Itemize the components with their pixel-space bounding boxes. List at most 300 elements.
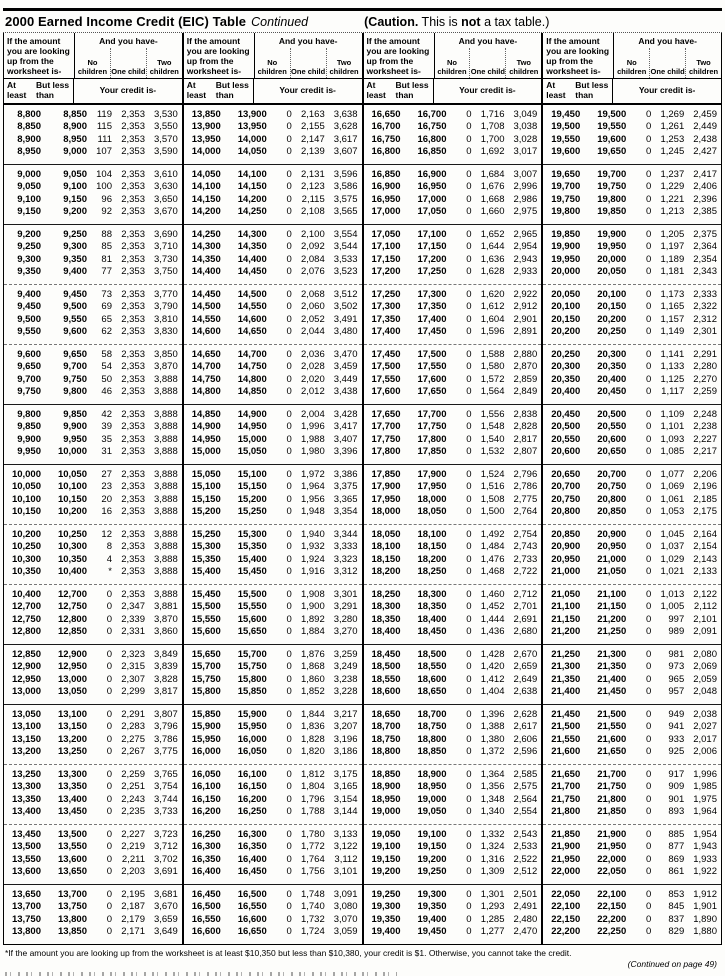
table-row	[184, 506, 362, 519]
at-least-value: 20,600	[551, 446, 581, 458]
credit-two-children: 3,596	[333, 168, 358, 180]
credit-one-child: 2,353	[121, 506, 145, 518]
table-column-rows	[364, 105, 542, 944]
but-less-than-value: 20,450	[597, 386, 627, 398]
credit-two-children: 2,807	[513, 446, 538, 458]
credit-one-child: 2,323	[121, 648, 145, 660]
but-less-than-value: 15,700	[237, 648, 267, 660]
table-row	[543, 914, 721, 927]
but-less-than-value: 19,150	[417, 841, 447, 853]
at-least-value: 17,000	[371, 206, 401, 218]
row-group	[184, 164, 362, 224]
credit-two-children: 3,888	[153, 506, 178, 518]
table-row	[543, 686, 721, 699]
credit-one-child: 2,028	[300, 361, 325, 373]
credit-one-child: 1,772	[300, 841, 325, 853]
credit-one-child: 1,588	[480, 348, 505, 360]
but-less-than-value: 14,100	[237, 168, 267, 180]
but-less-than-value: 15,800	[237, 673, 267, 685]
credit-two-children: 2,301	[693, 326, 717, 338]
credit-two-children: 3,365	[333, 493, 358, 505]
at-least-value: 21,950	[551, 853, 581, 865]
table-row	[184, 301, 362, 314]
credit-no-children: 0	[645, 241, 652, 253]
but-less-than-value: 16,350	[237, 841, 267, 853]
but-less-than-value: 18,200	[417, 553, 447, 565]
credit-one-child: 1,165	[660, 301, 685, 313]
credit-no-children: 0	[286, 386, 292, 398]
but-less-than-value: 16,300	[237, 828, 267, 840]
credit-no-children: 20	[101, 493, 112, 505]
credit-one-child: 1,572	[480, 373, 505, 385]
but-less-than-value: 19,000	[417, 793, 447, 805]
credit-one-child: 1,836	[300, 721, 325, 733]
table-row	[184, 661, 362, 674]
one-child-header: One child	[469, 48, 505, 78]
but-less-than-value: 15,750	[237, 661, 267, 673]
credit-one-child: 2,211	[121, 853, 145, 865]
but-less-than-value: 15,100	[237, 468, 267, 480]
but-less-than-value: 9,350	[63, 253, 87, 265]
at-least-value: 17,950	[371, 493, 401, 505]
at-least-value: 9,600	[17, 348, 41, 360]
credit-one-child: 2,147	[300, 133, 325, 145]
credit-two-children: 2,006	[693, 746, 717, 758]
credit-two-children: 1,975	[693, 793, 717, 805]
at-least-value: 18,550	[371, 673, 401, 685]
table-row	[184, 434, 362, 447]
at-least-value: 17,850	[371, 468, 401, 480]
no-children-header: No children	[617, 58, 647, 76]
credit-one-child: 1,221	[660, 193, 685, 205]
credit-two-children: 3,586	[333, 181, 358, 193]
credit-no-children: 0	[286, 408, 292, 420]
at-least-value: 21,850	[551, 828, 581, 840]
credit-one-child: 2,299	[121, 686, 145, 698]
credit-one-child: 1,612	[480, 301, 505, 313]
but-less-than-value: 18,450	[417, 626, 447, 638]
credit-two-children: 2,459	[693, 108, 717, 120]
table-row	[4, 901, 182, 914]
credit-no-children: 0	[466, 648, 472, 660]
but-less-than-value: 12,900	[57, 648, 87, 660]
credit-no-children: 58	[101, 348, 112, 360]
credit-two-children: 2,543	[513, 828, 538, 840]
table-row	[4, 206, 182, 219]
at-least-value: 16,250	[191, 828, 221, 840]
table-row	[4, 289, 182, 302]
credit-two-children: 3,888	[153, 566, 178, 578]
credit-two-children: 3,154	[333, 793, 358, 805]
table-row	[364, 901, 542, 914]
credit-two-children: 2,701	[513, 601, 538, 613]
credit-two-children: 3,575	[333, 193, 358, 205]
credit-two-children: 2,859	[513, 373, 538, 385]
credit-no-children: 119	[96, 108, 112, 120]
table-row	[364, 361, 542, 374]
at-least-value: 16,700	[371, 121, 401, 133]
credit-one-child: 1,636	[480, 253, 505, 265]
credit-one-child: 1,532	[480, 446, 505, 458]
credit-no-children: 0	[286, 506, 292, 518]
but-less-than-header: But less than	[573, 79, 613, 103]
but-less-than-value: 9,400	[63, 266, 87, 278]
but-less-than-value: 13,550	[57, 841, 87, 853]
table-row	[364, 301, 542, 314]
credit-one-child: 1,013	[660, 588, 685, 600]
at-least-value: 16,000	[191, 746, 221, 758]
credit-no-children: 0	[466, 408, 472, 420]
at-least-value: 13,600	[11, 866, 41, 878]
credit-two-children: 3,770	[153, 288, 178, 300]
but-less-than-value: 10,150	[57, 493, 87, 505]
but-less-than-value: 15,350	[237, 541, 267, 553]
at-least-value: 17,500	[371, 361, 401, 373]
table-column-rows	[543, 105, 721, 944]
credit-one-child: 1,948	[300, 506, 325, 518]
children-column-headers	[614, 48, 721, 78]
row-group	[184, 584, 362, 644]
credit-two-children: 3,165	[333, 781, 358, 793]
table-column-group	[184, 33, 364, 944]
credit-two-children: 3,649	[153, 926, 178, 938]
credit-no-children: 0	[286, 673, 292, 685]
credit-no-children: 0	[645, 421, 652, 433]
but-less-than-value: 10,050	[57, 468, 87, 480]
table-row	[184, 769, 362, 782]
but-less-than-value: 17,950	[417, 481, 447, 493]
at-least-value: 9,000	[17, 168, 41, 180]
but-less-than-value: 16,700	[417, 108, 447, 120]
credit-one-child: 2,203	[121, 866, 145, 878]
credit-two-children: 3,091	[333, 888, 358, 900]
table-row	[4, 554, 182, 567]
credit-one-child: 1,213	[660, 206, 685, 218]
but-less-than-value: 15,400	[237, 553, 267, 565]
at-least-value: 13,750	[11, 913, 41, 925]
but-less-than-value: 17,850	[417, 446, 447, 458]
row-group	[543, 824, 721, 884]
credit-two-children: 3,681	[153, 888, 178, 900]
credit-two-children: 3,533	[333, 253, 358, 265]
table-row	[543, 301, 721, 314]
at-least-value: 19,700	[551, 181, 581, 193]
at-least-value: 15,300	[191, 541, 221, 553]
at-least-value: 12,850	[11, 648, 41, 660]
subheader-row	[543, 79, 721, 105]
credit-two-children: 2,659	[513, 661, 538, 673]
at-least-value: 21,800	[551, 806, 581, 818]
but-less-than-value: 20,000	[597, 253, 627, 265]
table-row	[4, 134, 182, 147]
but-less-than-value: 16,650	[237, 926, 267, 938]
table-row	[543, 674, 721, 687]
credit-no-children: 0	[645, 686, 652, 698]
table-row	[4, 914, 182, 927]
credit-no-children: 0	[645, 901, 652, 913]
table-row	[4, 254, 182, 267]
at-least-value: 17,250	[371, 288, 401, 300]
credit-one-child: 1,037	[660, 541, 685, 553]
but-less-than-value: 21,250	[597, 626, 627, 638]
at-least-value: 14,150	[191, 193, 221, 205]
but-less-than-value: 17,600	[417, 373, 447, 385]
credit-one-child: 1,932	[300, 541, 325, 553]
credit-no-children: 0	[286, 793, 292, 805]
row-group	[543, 284, 721, 344]
but-less-than-value: 9,600	[63, 326, 87, 338]
table-row	[543, 926, 721, 939]
credit-one-child: 1,348	[480, 793, 505, 805]
at-least-value: 16,450	[191, 888, 221, 900]
but-less-than-value: 13,950	[237, 121, 267, 133]
credit-no-children: 0	[645, 528, 652, 540]
at-least-value: 19,000	[371, 806, 401, 818]
but-less-than-value: 13,450	[57, 806, 87, 818]
credit-two-children: 2,164	[693, 528, 717, 540]
credit-two-children: 3,038	[513, 121, 538, 133]
credit-no-children: 0	[286, 146, 292, 158]
table-row	[543, 469, 721, 482]
row-group	[4, 284, 182, 344]
credit-two-children: 3,207	[333, 721, 358, 733]
at-least-value: 18,700	[371, 721, 401, 733]
table-row	[4, 589, 182, 602]
credit-two-children: 2,680	[513, 626, 538, 638]
at-least-value: 20,000	[551, 266, 581, 278]
table-row	[4, 829, 182, 842]
credit-two-children: 2,427	[693, 146, 717, 158]
credit-no-children: 46	[101, 386, 112, 398]
credit-no-children: 0	[645, 648, 652, 660]
credit-one-child: 2,353	[121, 193, 145, 205]
table-row	[4, 481, 182, 494]
at-least-value: 20,800	[551, 506, 581, 518]
credit-one-child: 1,740	[300, 901, 325, 913]
credit-no-children: 0	[645, 468, 652, 480]
but-less-than-value: 21,150	[597, 601, 627, 613]
credit-two-children: 3,028	[513, 133, 538, 145]
but-less-than-value: 9,250	[63, 228, 87, 240]
at-least-value: 17,150	[371, 253, 401, 265]
at-least-value: 21,600	[551, 746, 581, 758]
credit-no-children: 0	[106, 661, 112, 673]
table-row	[364, 841, 542, 854]
credit-two-children: 2,291	[693, 348, 717, 360]
row-group	[364, 284, 542, 344]
at-least-value: 20,100	[551, 301, 581, 313]
credit-one-child: 1,045	[660, 528, 685, 540]
at-least-value: 13,800	[11, 926, 41, 938]
table-row	[4, 686, 182, 699]
table-row	[184, 854, 362, 867]
but-less-than-value: 18,750	[417, 721, 447, 733]
credit-two-children: 3,122	[333, 841, 358, 853]
at-least-value: 21,450	[551, 708, 581, 720]
but-less-than-value: 16,750	[417, 121, 447, 133]
credit-two-children: 3,659	[153, 913, 178, 925]
credit-two-children: 3,888	[153, 528, 178, 540]
credit-one-child: 1,269	[660, 108, 685, 120]
but-less-than-value: 17,450	[417, 326, 447, 338]
credit-no-children: 0	[106, 866, 112, 878]
credit-no-children: 0	[286, 133, 292, 145]
but-less-than-value: 22,150	[597, 901, 627, 913]
credit-two-children: 3,344	[333, 528, 358, 540]
table-row	[364, 769, 542, 782]
credit-two-children: 3,670	[153, 206, 178, 218]
no-children-header: No children	[257, 58, 287, 76]
credit-one-child: 2,267	[121, 746, 145, 758]
credit-one-child: 2,251	[121, 781, 145, 793]
credit-two-children: 2,122	[693, 588, 717, 600]
at-least-header: At least	[366, 80, 386, 100]
credit-one-child: 2,353	[121, 373, 145, 385]
credit-one-child: 1,189	[660, 253, 685, 265]
credit-one-child: 1,101	[660, 421, 685, 433]
credit-no-children: 0	[645, 806, 652, 818]
at-least-value: 19,600	[551, 146, 581, 158]
credit-no-children: 0	[106, 841, 112, 853]
but-less-than-value: 20,900	[597, 528, 627, 540]
table-row	[184, 541, 362, 554]
children-column-headers	[435, 48, 542, 78]
credit-no-children: 0	[466, 661, 472, 673]
but-less-than-value: 18,300	[417, 588, 447, 600]
at-least-value: 18,800	[371, 746, 401, 758]
credit-two-children: 3,888	[153, 446, 178, 458]
at-least-value: 17,600	[371, 386, 401, 398]
credit-one-child: 1,436	[480, 626, 505, 638]
credit-two-children: 1,880	[693, 926, 717, 938]
credit-no-children: 0	[466, 133, 472, 145]
credit-no-children: 0	[286, 313, 292, 325]
but-less-than-value: 9,650	[63, 348, 87, 360]
but-less-than-value: 16,800	[417, 133, 447, 145]
credit-one-child: 1,516	[480, 481, 505, 493]
credit-two-children: 3,196	[333, 733, 358, 745]
at-least-value: 20,350	[551, 373, 581, 385]
credit-no-children: 0	[466, 493, 472, 505]
credit-two-children: 3,744	[153, 793, 178, 805]
row-group	[184, 764, 362, 824]
credit-no-children: 0	[286, 541, 292, 553]
table-row	[364, 241, 542, 254]
cutoff-text-sliver	[5, 972, 397, 976]
credit-one-child: 1,404	[480, 686, 505, 698]
credit-one-child: 1,860	[300, 673, 325, 685]
credit-no-children: 0	[645, 553, 652, 565]
credit-two-children: 2,638	[513, 686, 538, 698]
credit-one-child: 1,181	[660, 266, 685, 278]
table-row	[364, 494, 542, 507]
credit-one-child: 2,331	[121, 626, 145, 638]
at-least-value: 14,600	[191, 326, 221, 338]
row-group	[184, 224, 362, 284]
credit-one-child: 1,253	[660, 133, 685, 145]
but-less-than-value: 13,700	[57, 888, 87, 900]
but-less-than-value: 15,050	[237, 446, 267, 458]
table-row	[364, 206, 542, 219]
table-row	[184, 709, 362, 722]
credit-one-child: 2,353	[121, 361, 145, 373]
table-row	[4, 649, 182, 662]
credit-two-children: 3,690	[153, 228, 178, 240]
but-less-than-value: 14,750	[237, 361, 267, 373]
credit-two-children: 3,650	[153, 193, 178, 205]
credit-no-children: 0	[286, 168, 292, 180]
credit-one-child: 1,524	[480, 468, 505, 480]
credit-no-children: 0	[645, 361, 652, 373]
credit-one-child: 2,139	[300, 146, 325, 158]
at-least-value: 10,350	[11, 566, 41, 578]
credit-no-children: 0	[286, 853, 292, 865]
but-less-than-value: 20,300	[597, 348, 627, 360]
credit-no-children: 0	[286, 913, 292, 925]
table-row	[184, 194, 362, 207]
no-children-header: No children	[437, 58, 467, 76]
table-row	[184, 266, 362, 279]
credit-no-children: 0	[286, 468, 292, 480]
at-least-value: 9,900	[17, 433, 41, 445]
credit-no-children: 0	[645, 193, 652, 205]
table-column-group	[543, 33, 721, 944]
at-least-value: 17,650	[371, 408, 401, 420]
but-less-than-value: 14,700	[237, 348, 267, 360]
at-least-value: 18,150	[371, 553, 401, 565]
at-least-header: At least	[7, 80, 27, 100]
at-least-value: 19,350	[371, 913, 401, 925]
credit-no-children: 104	[96, 168, 112, 180]
but-less-than-value: 20,950	[597, 541, 627, 553]
credit-no-children: 0	[466, 228, 472, 240]
table-row	[543, 181, 721, 194]
row-group	[184, 284, 362, 344]
credit-one-child: 1,852	[300, 686, 325, 698]
but-less-than-value: 22,200	[597, 913, 627, 925]
table-row	[364, 109, 542, 122]
credit-two-children: 2,343	[693, 266, 717, 278]
table-row	[543, 386, 721, 399]
table-row	[543, 446, 721, 459]
but-less-than-value: 15,550	[237, 601, 267, 613]
credit-no-children: 0	[466, 888, 472, 900]
credit-no-children: 0	[286, 288, 292, 300]
table-row	[4, 734, 182, 747]
credit-two-children: 2,554	[513, 806, 538, 818]
at-least-value: 17,350	[371, 313, 401, 325]
credit-one-child: 2,052	[300, 313, 325, 325]
but-less-than-value: 21,200	[597, 613, 627, 625]
but-less-than-value: 15,650	[237, 626, 267, 638]
credit-one-child: 1,029	[660, 553, 685, 565]
table-row	[543, 374, 721, 387]
table-row	[4, 674, 182, 687]
at-least-value: 20,200	[551, 326, 581, 338]
credit-two-children: 2,743	[513, 541, 538, 553]
column-group-header	[364, 33, 542, 79]
but-less-than-value: 21,950	[597, 841, 627, 853]
credit-one-child: 1,676	[480, 181, 505, 193]
row-group	[364, 404, 542, 464]
credit-no-children: 0	[645, 326, 652, 338]
but-less-than-value: 20,100	[597, 288, 627, 300]
at-least-value: 21,650	[551, 768, 581, 780]
credit-two-children: 2,754	[513, 528, 538, 540]
at-least-value: 16,900	[371, 181, 401, 193]
but-less-than-value: 13,250	[57, 746, 87, 758]
credit-no-children: 0	[286, 481, 292, 493]
